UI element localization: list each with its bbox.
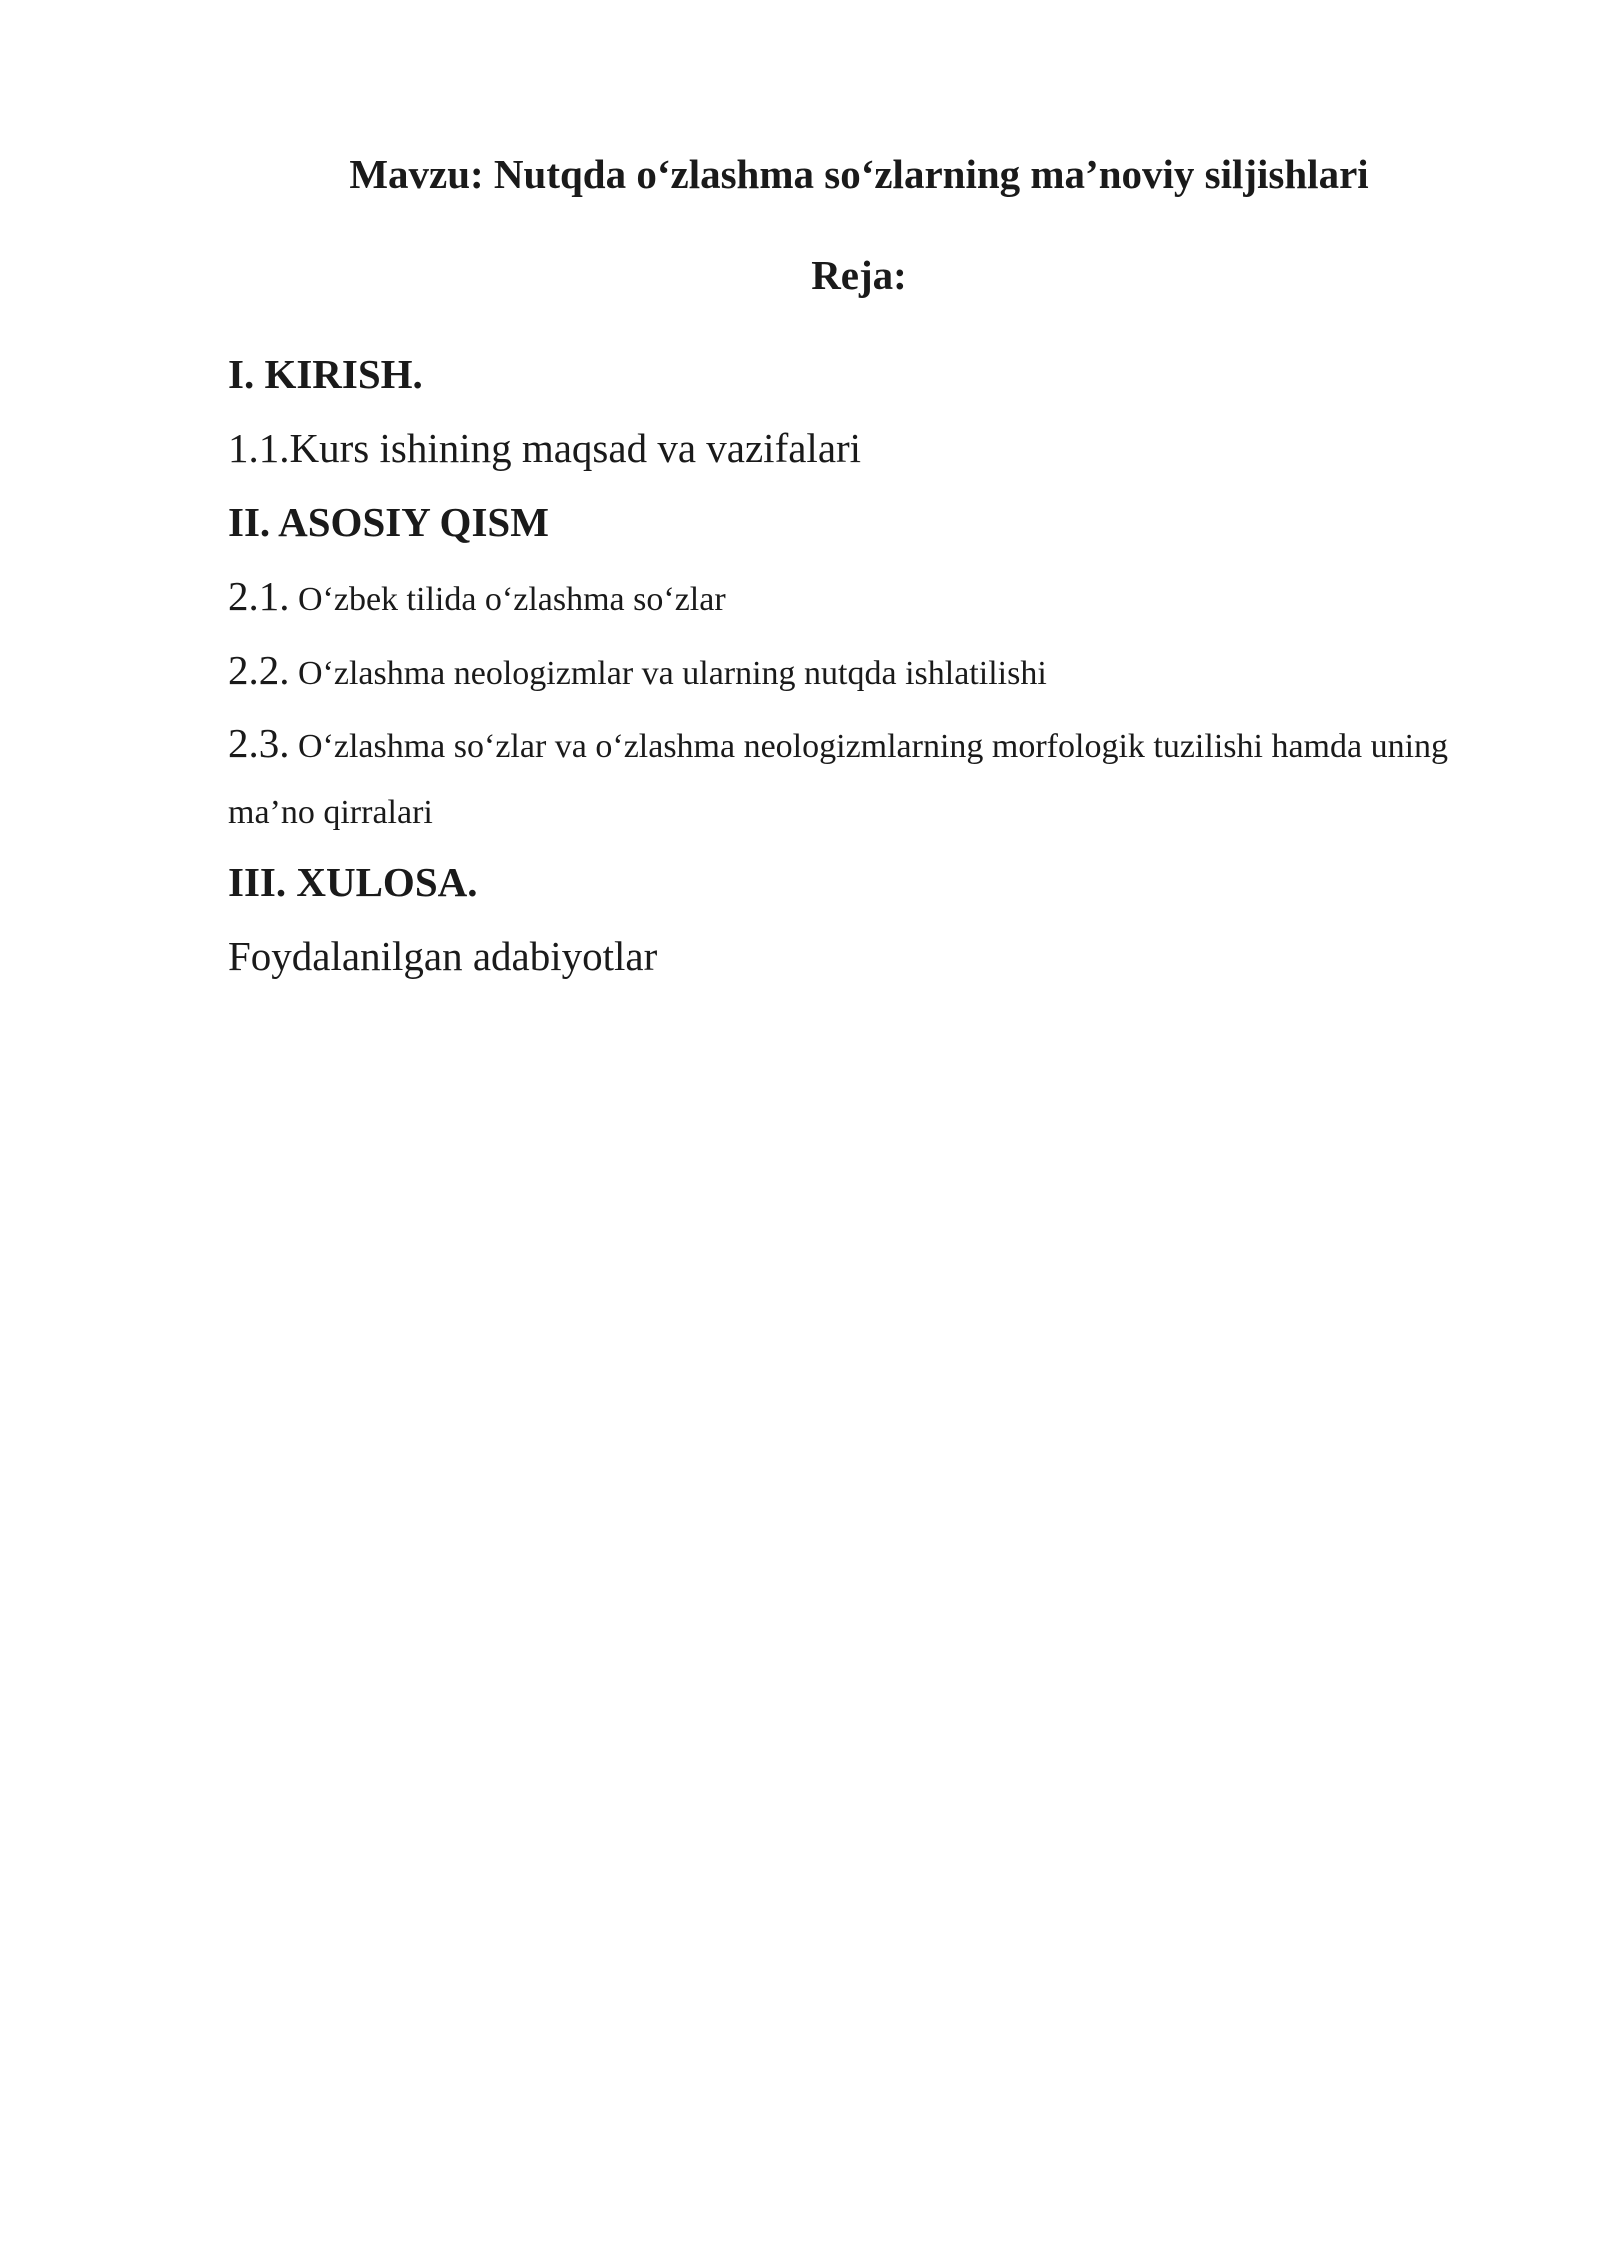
outline-item-2-1 xyxy=(228,572,1490,646)
document-title: Mavzu: Nutqda o‘zlashma so‘zlarning ma’noviy siljishlari xyxy=(349,151,1369,197)
outline-item-text: O‘zbek tilida o‘zlashma so‘zlar xyxy=(298,581,726,618)
outline-section-introduction: I. KIRISH. xyxy=(228,351,423,397)
outline-item-number: 2.3. xyxy=(228,720,290,766)
plan-heading: Reja: xyxy=(811,252,907,298)
outline xyxy=(228,350,1490,1006)
outline-section-main-part: II. ASOSIY QISM xyxy=(228,499,549,545)
outline-section-conclusion: III. XULOSA. xyxy=(228,859,478,905)
outline-item-1-1: 1.1.Kurs ishining maqsad va vazifalari xyxy=(228,425,862,471)
outline-references: Foydalanilgan adabiyotlar xyxy=(228,933,658,979)
outline-item-2-2 xyxy=(228,646,1490,720)
outline-item-2-3 xyxy=(228,710,1490,858)
outline-item-number: 2.1. xyxy=(228,573,290,619)
outline-item-text: O‘zlashma neologizmlar va ularning nutqda ishlatilishi xyxy=(298,655,1047,692)
outline-item-text: O‘zlashma so‘zlar va o‘zlashma neologizmlarning morfologik tuzilishi hamda uning ma’no qirralari xyxy=(228,728,1449,831)
outline-item-number: 2.2. xyxy=(228,647,290,693)
